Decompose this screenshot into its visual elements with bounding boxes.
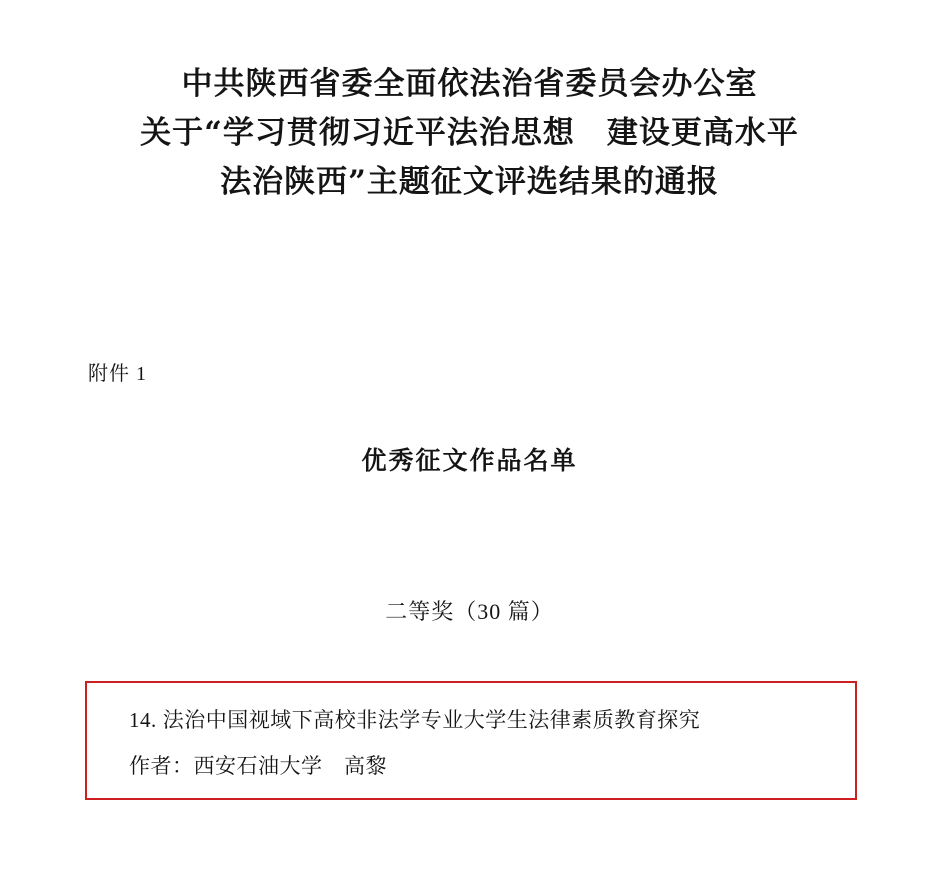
entry-author-line: 作者：西安石油大学 高黎 [129,754,387,778]
section-title: 优秀征文作品名单 [361,446,578,475]
document-title-line-2: 关于“学习贯彻习近平法治思想 建设更高水平 [140,115,799,151]
attachment-label: 附件 1 [88,363,147,385]
document-title [0,0,939,207]
award-level-heading: 二等奖（30 篇） [385,599,554,624]
highlighted-entry-box [85,681,857,800]
entry-index: 14. [129,708,157,732]
document-title-line-3: 法治陕西”主题征文评选结果的通报 [220,164,719,200]
entry-title-line [129,705,700,735]
entry-title: 法治中国视域下高校非法学专业大学生法律素质教育探究 [162,708,701,732]
document-title-line-1: 中共陕西省委全面依法治省委员会办公室 [181,66,758,102]
